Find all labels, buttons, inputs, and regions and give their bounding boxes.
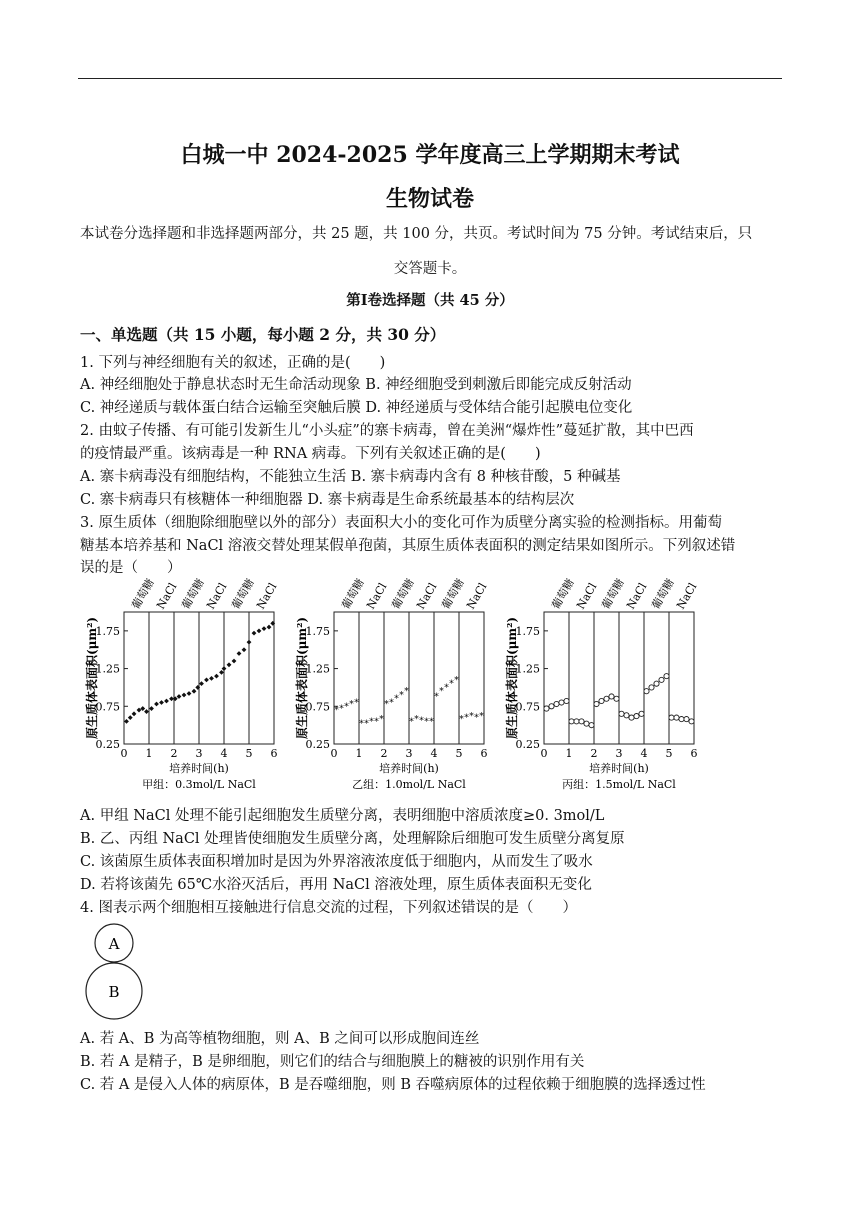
treatment-label: 葡萄糖	[229, 576, 257, 612]
q1-options-ab: A. 神经细胞处于静息状态时无生命活动现象 B. 神经细胞受到刺激后即能完成反射活动	[80, 377, 632, 393]
data-point	[544, 706, 549, 711]
y-tick-label: 1.75	[95, 624, 120, 638]
x-tick-label: 4	[220, 747, 228, 760]
data-point	[219, 670, 224, 675]
data-point	[649, 685, 654, 690]
intro-line-1: 本试卷分选择题和非选择题两部分，共 25 题，共 100 分，共页。考试时间为 75 分钟。考试结束后，只	[80, 226, 753, 242]
data-point	[257, 628, 262, 633]
data-point	[164, 699, 169, 704]
data-point	[589, 723, 594, 728]
data-point	[199, 681, 204, 686]
data-point: *	[404, 687, 409, 698]
data-point	[267, 625, 272, 630]
q3-option-a: A. 甲组 NaCl 处理不能引起细胞发生质壁分离，表明细胞中溶质浓度≥0. 3mol/L	[80, 808, 605, 824]
data-point: *	[454, 675, 459, 686]
y-tick-label: 0.75	[305, 700, 330, 714]
q3-stem-3: 误的是（ ）	[80, 560, 182, 576]
data-point	[689, 719, 694, 724]
data-point: *	[349, 700, 354, 711]
data-point	[624, 713, 629, 718]
x-tick-label: 6	[270, 747, 278, 760]
data-point	[579, 719, 584, 724]
q4-cell-diagram	[84, 922, 144, 1022]
panel-caption: 乙组：1.0mol/L NaCl	[352, 778, 466, 791]
data-point	[262, 626, 267, 631]
treatment-label: 葡萄糖	[129, 576, 157, 612]
q3-option-b: B. 乙、丙组 NaCl 处理皆使细胞发生质壁分离，处理解除后细胞可发生质壁分离复原	[80, 831, 625, 847]
x-axis-label: 培养时间(h)	[589, 762, 649, 775]
q3-charts-svg	[84, 576, 700, 797]
data-point	[664, 674, 669, 679]
data-point: *	[479, 712, 484, 723]
part-heading: 第Ⅰ卷选择题（共 45 分）	[346, 292, 514, 309]
data-point	[247, 640, 252, 645]
x-tick-label: 3	[405, 747, 413, 760]
x-axis-label: 培养时间(h)	[379, 762, 439, 775]
data-point	[154, 702, 159, 707]
data-point	[644, 689, 649, 694]
treatment-label: NaCl	[624, 580, 650, 612]
x-tick-label: 5	[665, 747, 673, 760]
data-point	[227, 662, 232, 667]
data-point	[619, 711, 624, 716]
data-point	[128, 715, 133, 720]
y-axis-label: 原生质体表面积(μm²)	[85, 616, 99, 740]
y-tick-label: 0.25	[95, 738, 120, 751]
data-point	[564, 698, 569, 703]
treatment-label: NaCl	[204, 580, 230, 612]
data-point: *	[424, 717, 429, 728]
q2-options-cd: C. 寨卡病毒只有核糖体一种细胞器 D. 寨卡病毒是生命系统最基本的结构层次	[80, 492, 575, 508]
treatment-label: NaCl	[154, 580, 180, 612]
data-point	[609, 694, 614, 699]
y-tick-label: 1.75	[305, 624, 330, 638]
x-tick-label: 4	[640, 747, 648, 760]
data-point: *	[459, 715, 464, 726]
data-point: *	[389, 698, 394, 709]
treatment-label: NaCl	[464, 580, 490, 612]
q3-stem-1: 3. 原生质体（细胞除细胞壁以外的部分）表面积大小的变化可作为质壁分离实验的检测指标。用葡萄	[80, 515, 722, 531]
x-tick-label: 2	[170, 747, 178, 760]
data-point	[237, 651, 242, 656]
treatment-label: 葡萄糖	[549, 576, 577, 612]
y-tick-label: 0.25	[515, 738, 540, 751]
data-point: *	[394, 694, 399, 705]
treatment-label: 葡萄糖	[179, 576, 207, 612]
x-tick-label: 0	[120, 747, 128, 760]
q4-option-c: C. 若 A 是侵入人体的病原体，B 是吞噬细胞，则 B 吞噬病原体的过程依赖于细胞膜的选择透过性	[80, 1077, 706, 1093]
x-tick-label: 1	[355, 747, 363, 760]
q3-option-c: C. 该菌原生质体表面积增加时是因为外界溶液浓度低于细胞内，从而发生了吸水	[80, 854, 593, 870]
treatment-label: 葡萄糖	[599, 576, 627, 612]
data-point	[594, 701, 599, 706]
data-point	[209, 676, 214, 681]
x-tick-label: 4	[430, 747, 438, 760]
data-point: *	[474, 713, 479, 724]
cell-a-label: A	[108, 935, 120, 953]
q4-option-b: B. 若 A 是精子，B 是卵细胞，则它们的结合与细胞膜上的糖被的识别作用有关	[80, 1054, 585, 1070]
data-point: *	[339, 704, 344, 715]
chart-panel-3	[504, 576, 700, 791]
x-tick-label: 6	[480, 747, 488, 760]
data-point	[654, 681, 659, 686]
x-tick-label: 0	[330, 747, 338, 760]
data-point: *	[384, 700, 389, 711]
data-point: *	[374, 717, 379, 728]
data-point	[684, 717, 689, 722]
y-tick-label: 0.25	[305, 738, 330, 751]
treatment-label: 葡萄糖	[439, 576, 467, 612]
data-point	[629, 715, 634, 720]
data-point: *	[334, 706, 339, 717]
data-point: *	[364, 719, 369, 730]
data-point: *	[439, 687, 444, 698]
y-tick-label: 1.25	[95, 662, 120, 676]
data-point	[574, 719, 579, 724]
data-point	[214, 674, 219, 679]
y-tick-label: 1.75	[515, 624, 540, 638]
q2-stem-1: 2. 由蚊子传播、有可能引发新生儿“小头症”的寨卡病毒，曾在美洲“爆炸性”蔓延扩散，其中巴西	[80, 423, 694, 439]
data-point: *	[469, 712, 474, 723]
data-point	[554, 701, 559, 706]
treatment-label: 葡萄糖	[389, 576, 417, 612]
data-point: *	[449, 679, 454, 690]
data-point	[549, 704, 554, 709]
x-tick-label: 3	[615, 747, 623, 760]
treatment-label: NaCl	[574, 580, 600, 612]
data-point: *	[419, 716, 424, 727]
data-point	[659, 677, 664, 682]
data-point: *	[429, 717, 434, 728]
y-axis-label: 原生质体表面积(μm²)	[295, 616, 309, 740]
data-point	[149, 706, 154, 711]
panel-caption: 丙组：1.5mol/L NaCl	[562, 778, 676, 791]
q3-option-d: D. 若将该菌先 65℃水浴灭活后，再用 NaCl 溶液处理，原生质体表面积无变化	[80, 877, 592, 893]
y-tick-label: 0.75	[95, 700, 120, 714]
data-point: *	[369, 717, 374, 728]
data-point	[252, 631, 257, 636]
treatment-label: NaCl	[254, 580, 280, 612]
top-rule	[78, 78, 782, 79]
q2-options-ab: A. 寨卡病毒没有细胞结构，不能独立生活 B. 寨卡病毒内含有 8 种核苷酸，5 种碱基	[80, 469, 621, 485]
y-axis-label: 原生质体表面积(μm²)	[505, 616, 519, 740]
data-point	[177, 694, 182, 699]
x-tick-label: 1	[565, 747, 573, 760]
exam-subtitle: 生物试卷	[385, 186, 474, 212]
q3-stem-2: 糖基本培养基和 NaCl 溶液交替处理某假单孢菌，其原生质体表面积的测定结果如图所示。下列叙述错	[80, 538, 736, 554]
intro-line-2: 交答题卡。	[393, 261, 467, 277]
data-point	[559, 700, 564, 705]
data-point: *	[379, 715, 384, 726]
y-tick-label: 0.75	[515, 700, 540, 714]
q1-options-cd: C. 神经递质与载体蛋白结合运输至突触后膜 D. 神经递质与受体结合能引起膜电位变化	[80, 400, 633, 416]
data-point	[124, 719, 129, 724]
data-point: *	[359, 719, 364, 730]
x-tick-label: 2	[380, 747, 388, 760]
data-point: *	[409, 717, 414, 728]
chart-panel-1	[84, 576, 280, 791]
data-point	[192, 689, 197, 694]
q1-stem: 1. 下列与神经细胞有关的叙述，正确的是( )	[80, 355, 386, 371]
data-point	[232, 659, 237, 664]
treatment-label: 葡萄糖	[339, 576, 367, 612]
x-tick-label: 2	[590, 747, 598, 760]
data-point	[222, 666, 227, 671]
data-point	[639, 711, 644, 716]
data-point	[242, 647, 247, 652]
exam-title: 白城一中 2024-2025 学年度高三上学期期末考试	[180, 142, 680, 168]
data-point	[144, 709, 149, 714]
data-point	[187, 691, 192, 696]
data-point	[159, 700, 164, 705]
data-point: *	[399, 690, 404, 701]
y-tick-label: 1.25	[515, 662, 540, 676]
data-point: *	[444, 683, 449, 694]
treatment-label: 葡萄糖	[649, 576, 677, 612]
data-point: *	[344, 702, 349, 713]
chart-panel-2	[294, 576, 490, 791]
section-heading: 一、单选题（共 15 小题，每小题 2 分，共 30 分）	[80, 325, 446, 344]
data-point	[599, 698, 604, 703]
q2-stem-2: 的疫情最严重。该病毒是一种 RNA 病毒。下列有关叙述正确的是( )	[80, 446, 541, 462]
q4-stem: 4. 图表示两个细胞相互接触进行信息交流的过程，下列叙述错误的是（ ）	[80, 900, 577, 916]
panel-caption: 甲组：0.3mol/L NaCl	[142, 778, 256, 791]
y-tick-label: 1.25	[305, 662, 330, 676]
data-point	[614, 696, 619, 701]
cell-b-label: B	[108, 983, 120, 1001]
data-point	[204, 677, 209, 682]
data-point	[569, 719, 574, 724]
data-point	[679, 717, 684, 722]
data-point: *	[414, 715, 419, 726]
data-point: *	[354, 698, 359, 709]
treatment-label: NaCl	[674, 580, 700, 612]
q4-option-a: A. 若 A、B 为高等植物细胞，则 A、B 之间可以形成胞间连丝	[80, 1031, 480, 1047]
treatment-label: NaCl	[364, 580, 390, 612]
data-point	[604, 696, 609, 701]
data-point: *	[464, 713, 469, 724]
x-tick-label: 5	[455, 747, 463, 760]
x-axis-label: 培养时间(h)	[169, 762, 229, 775]
x-tick-label: 6	[690, 747, 698, 760]
x-tick-label: 5	[245, 747, 253, 760]
data-point	[674, 715, 679, 720]
data-point	[584, 721, 589, 726]
treatment-label: NaCl	[414, 580, 440, 612]
data-point: *	[434, 692, 439, 703]
data-point	[634, 713, 639, 718]
x-tick-label: 3	[195, 747, 203, 760]
data-point	[669, 715, 674, 720]
x-tick-label: 0	[540, 747, 548, 760]
data-point	[132, 711, 137, 716]
x-tick-label: 1	[145, 747, 153, 760]
data-point	[182, 693, 187, 698]
q3-figure	[84, 576, 700, 801]
